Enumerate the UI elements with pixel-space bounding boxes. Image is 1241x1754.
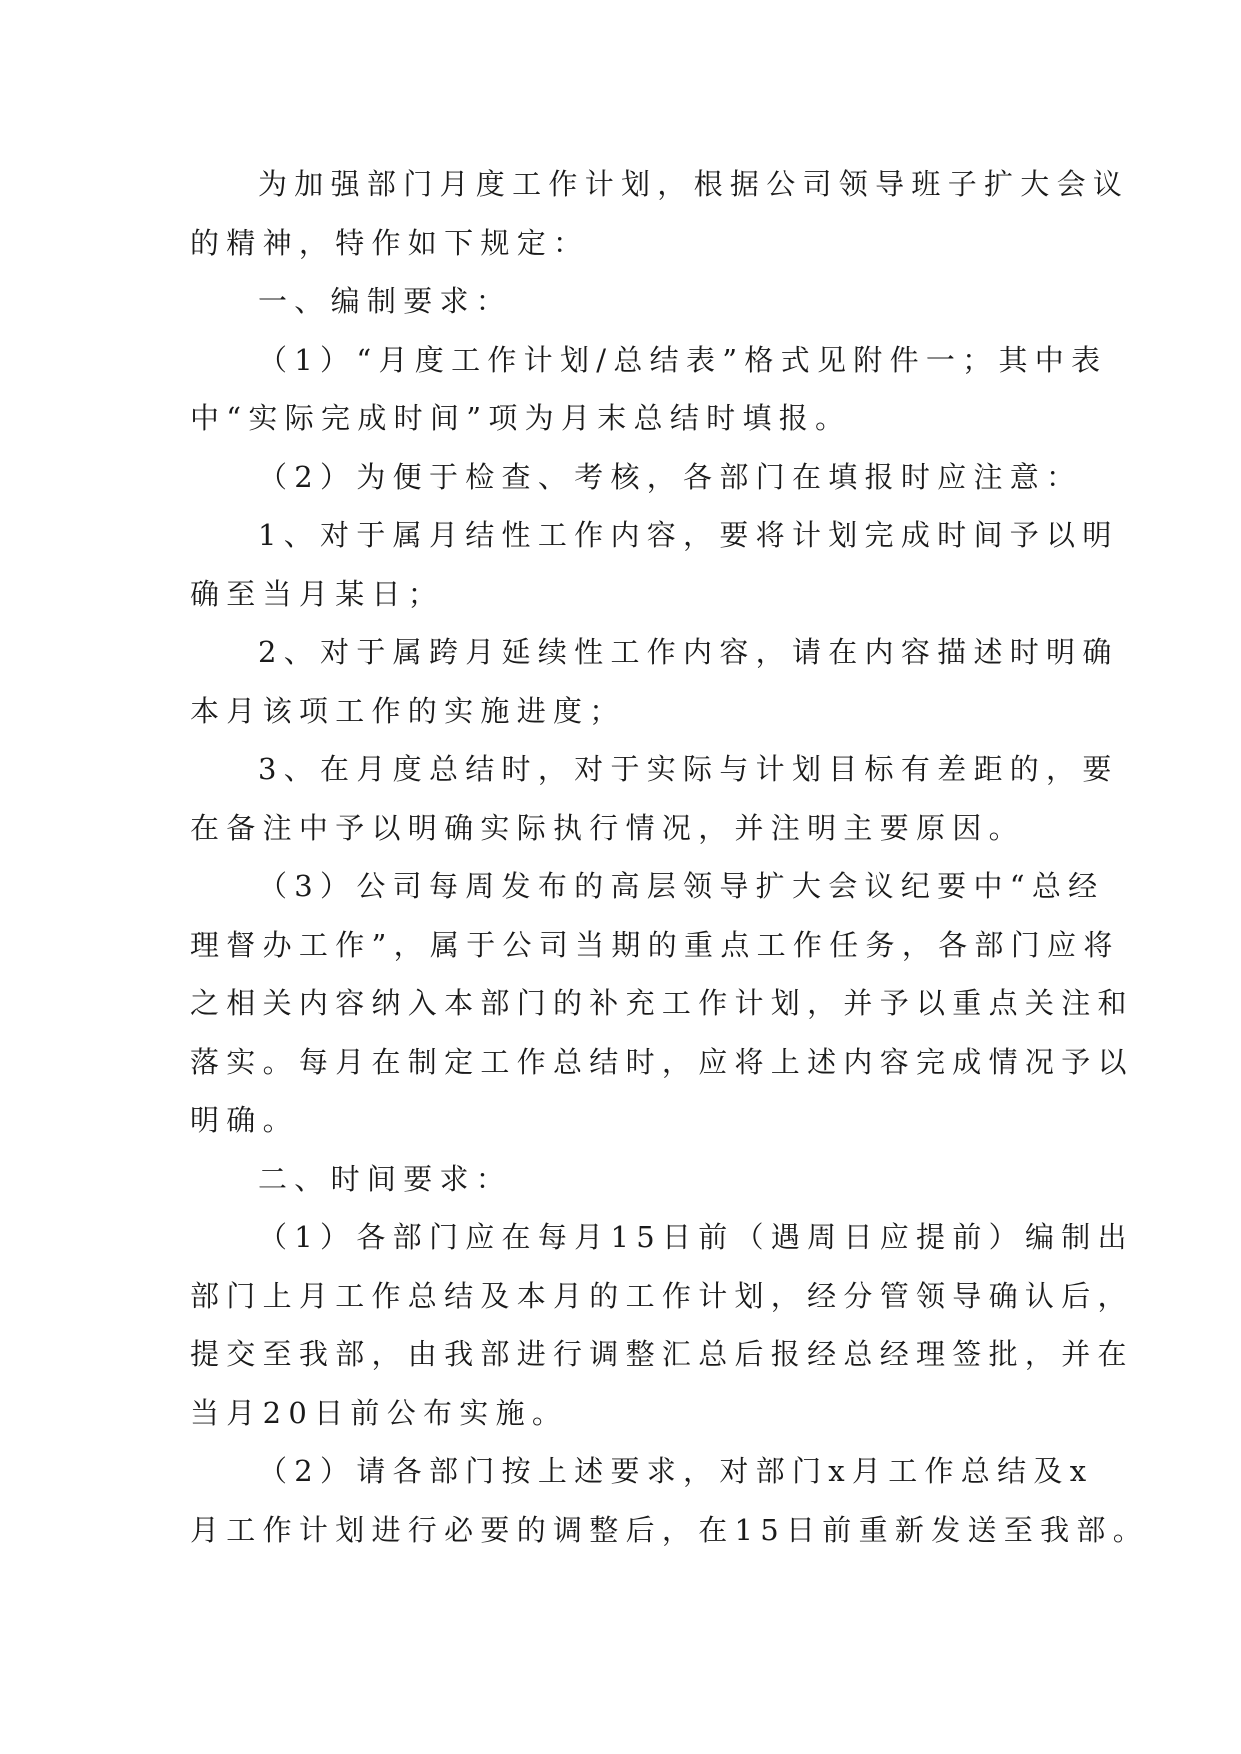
paragraph-subitem-3 (190, 740, 1119, 857)
text-line: （2）请各部门按上述要求，对部门x月工作总结及x (258, 1454, 1094, 1488)
text-line: 确至当月某日； (190, 576, 445, 611)
text-line: 的精神，特作如下规定： (190, 225, 590, 260)
text-line: 落实。每月在制定工作总结时，应将上述内容完成情况予以 (190, 1044, 1134, 1079)
section-heading-compilation-requirements (190, 272, 1052, 331)
paragraph-subitem-2 (190, 623, 1119, 740)
text-line: 理督办工作”，属于公司当期的重点工作任务，各部门应将 (190, 927, 1120, 962)
paragraph-item-3 (190, 857, 1134, 1150)
text-line: 3、在月度总结时，对于实际与计划目标有差距的，要 (258, 752, 1119, 786)
section-heading-time-requirements (190, 1150, 1052, 1209)
text-line: 一、编制要求： (258, 284, 513, 318)
text-line: 2、对于属跨月延续性工作内容，请在内容描述时明确 (258, 635, 1119, 669)
paragraph-item-2 (190, 448, 1083, 507)
text-line: （3）公司每周发布的高层领导扩大会议纪要中“总经 (258, 869, 1105, 903)
paragraph-intro (190, 155, 1130, 272)
text-line: 为加强部门月度工作计划，根据公司领导班子扩大会议 (258, 167, 1130, 201)
paragraph-item-1 (190, 331, 1108, 448)
text-line: 提交至我部，由我部进行调整汇总后报经总经理签批，并在 (190, 1337, 1134, 1371)
text-line: （1）“月度工作计划/总结表”格式见附件一；其中表 (258, 342, 1108, 377)
text-line: 当月20日前公布实施。 (190, 1395, 569, 1430)
paragraph-time-item-2 (190, 1442, 1150, 1559)
text-line: 1、对于属月结性工作内容，要将计划完成时间予以明 (258, 518, 1119, 552)
text-line: 中“实际完成时间”项为月末总结时填报。 (190, 401, 852, 435)
paragraph-subitem-1 (190, 506, 1119, 623)
paragraph-time-item-1 (190, 1208, 1134, 1442)
text-line: 二、时间要求： (258, 1161, 513, 1196)
text-line: 之相关内容纳入本部门的补充工作计划，并予以重点关注和 (190, 986, 1134, 1020)
text-line: （2）为便于检查、考核，各部门在填报时应注意： (258, 459, 1083, 494)
text-line: 本月该项工作的实施进度； (190, 693, 626, 728)
text-line: 月工作计划进行必要的调整后，在15日前重新发送至我部。 (190, 1512, 1150, 1547)
text-line: 部门上月工作总结及本月的工作计划，经分管领导确认后， (190, 1278, 1134, 1313)
text-line: （1）各部门应在每月15日前（遇周日应提前）编制出 (258, 1220, 1134, 1254)
document-body (190, 155, 1150, 1559)
text-line: 明确。 (190, 1103, 299, 1137)
text-line: 在备注中予以明确实际执行情况，并注明主要原因。 (190, 810, 1025, 845)
